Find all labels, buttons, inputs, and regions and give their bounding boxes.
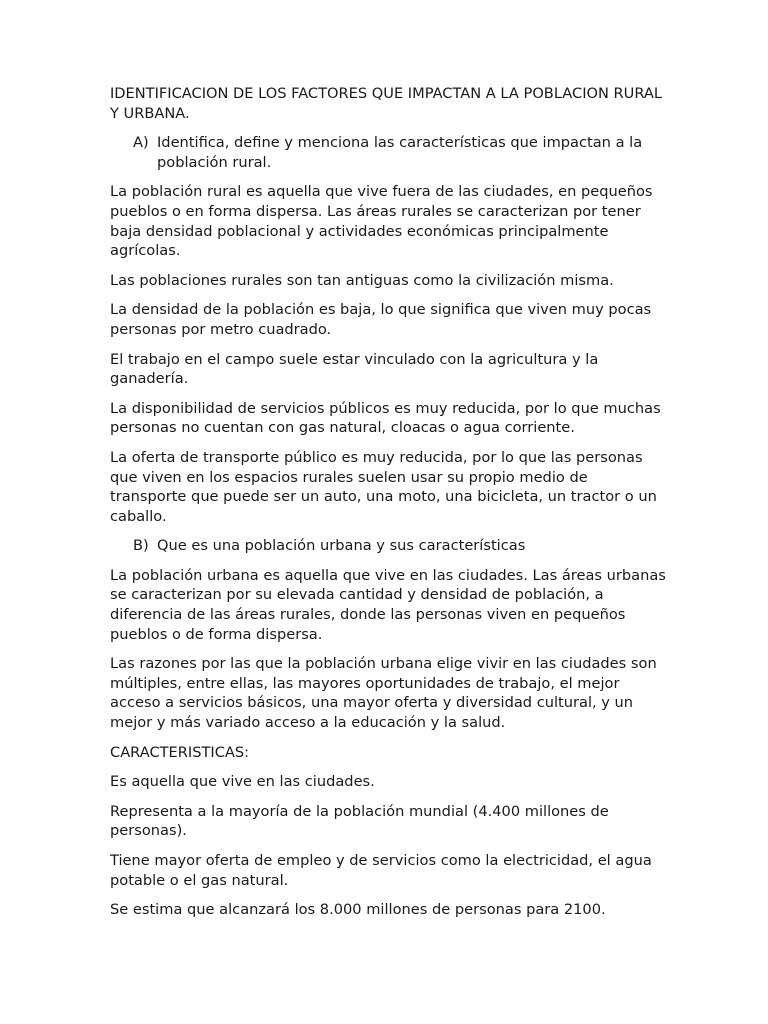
- section-a-text: Identifica, define y menciona las características que impactan a la población rural.: [157, 134, 643, 171]
- characteristic-item: Es aquella que vive en las ciudades.: [110, 773, 375, 791]
- urban-paragraph: Las razones por las que la población urbana elige vivir en las ciudades son múltiples, entre ellas, las mayores oportunidades de trabajo, el mejor acceso a servicios básicos, una mayor oferta y diversidad cultural, y un mejor y más variado acceso a la educación y la salud.: [110, 655, 657, 732]
- rural-paragraph: La disponibilidad de servicios públicos es muy reducida, por lo que muchas personas no cuentan con gas natural, cloacas o agua corriente.: [110, 399, 661, 437]
- rural-paragraph: La oferta de transporte público es muy reducida, por lo que las personas que viven en los espacios rurales suelen usar su propio medio de transporte que puede ser un auto, una moto, una bicicleta, un tractor o un caballo.: [110, 448, 657, 525]
- section-a-marker: A): [133, 134, 149, 152]
- characteristic-item: Tiene mayor oferta de empleo y de servicios como la electricidad, el agua potable o el gas natural.: [110, 852, 652, 889]
- document-title: IDENTIFICACION DE LOS FACTORES QUE IMPACTAN A LA POBLACION RURAL Y URBANA.: [110, 85, 663, 122]
- rural-paragraph: La densidad de la población es baja, lo que significa que viven muy pocas personas por metro cuadrado.: [110, 301, 652, 338]
- characteristic-item: Representa a la mayoría de la población mundial (4.400 millones de personas).: [110, 802, 609, 840]
- rural-paragraph: Las poblaciones rurales son tan antiguas como la civilización misma.: [110, 271, 614, 289]
- characteristic-item: Se estima que alcanzará los 8.000 millones de personas para 2100.: [110, 901, 606, 919]
- section-b-text: Que es una población urbana y sus características: [157, 537, 526, 555]
- section-a-item: [133, 133, 668, 172]
- section-b-marker: B): [133, 537, 149, 555]
- urban-paragraph: La población urbana es aquella que vive en las ciudades. Las áreas urbanas se caracterizan por su elevada cantidad y densidad de población, a diferencia de las áreas rurales, donde las personas viven en pequeños pueblos o de forma dispersa.: [110, 566, 666, 643]
- rural-paragraph: La población rural es aquella que vive fuera de las ciudades, en pequeños pueblos o en forma dispersa. Las áreas rurales se caracterizan por tener baja densidad poblacional y actividades económicas principalmente agrícolas.: [110, 183, 653, 260]
- section-b-item: [133, 536, 668, 556]
- characteristics-heading: CARACTERISTICAS:: [110, 743, 250, 761]
- rural-paragraph: El trabajo en el campo suele estar vinculado con la agricultura y la ganadería.: [110, 350, 599, 388]
